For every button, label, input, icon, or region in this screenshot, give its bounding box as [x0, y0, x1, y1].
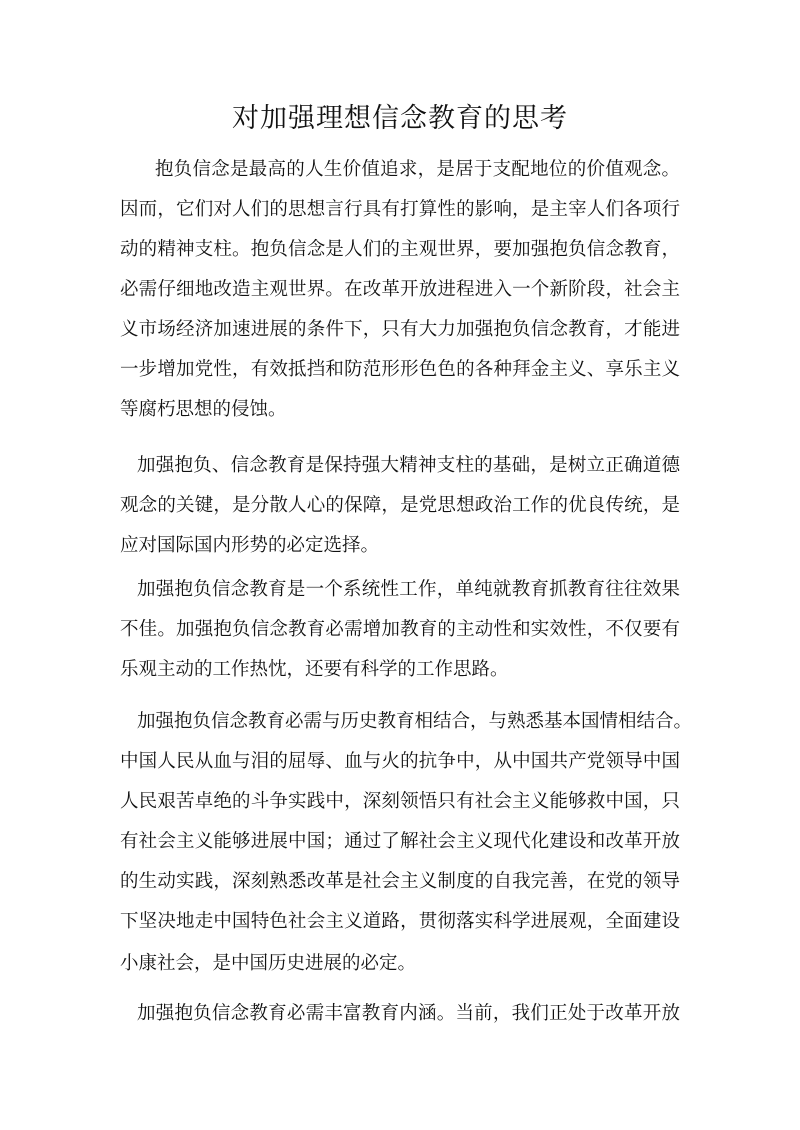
paragraph-2-line-3: 应对国际国内形势的必定选择。 — [120, 535, 380, 556]
paragraph-1-line-4: 必需仔细地改造主观世界。在改革开放进程进入一个新阶段，社会主 — [120, 279, 680, 300]
paragraph-2-line-1: 加强抱负、信念教育是保持强大精神支柱的基础，是树立正确道德 — [137, 455, 680, 476]
paragraph-1-line-2: 因而，它们对人们的思想言行具有打算性的影响，是主宰人们各项行 — [120, 199, 680, 220]
paragraph-4-line-2: 中国人民从血与泪的屈辱、血与火的抗争中，从中国共产党领导中国 — [120, 751, 680, 772]
paragraph-1-line-6: 一步增加党性，有效抵挡和防范形形色色的各种拜金主义、享乐主义 — [120, 359, 680, 380]
paragraph-3-line-3: 乐观主动的工作热忱，还要有科学的工作思路。 — [120, 659, 509, 680]
paragraph-4-line-4: 有社会主义能够进展中国；通过了解社会主义现代化建设和改革开放 — [120, 831, 680, 852]
paragraph-4-line-6: 下坚决地走中国特色社会主义道路，贯彻落实科学进展观，全面建设 — [120, 911, 680, 932]
document-title: 对加强理想信念教育的思考 — [232, 103, 568, 134]
paragraph-1-line-3: 动的精神支柱。抱负信念是人们的主观世界，要加强抱负信念教育， — [120, 239, 680, 260]
paragraph-4-line-1: 加强抱负信念教育必需与历史教育相结合，与熟悉基本国情相结合。 — [137, 711, 693, 732]
paragraph-5-line-1: 加强抱负信念教育必需丰富教育内涵。当前，我们正处于改革开放 — [137, 1003, 680, 1024]
paragraph-3-line-2: 不佳。加强抱负信念教育必需增加教育的主动性和实效性，不仅要有 — [120, 619, 680, 640]
paragraph-4-line-5: 的生动实践，深刻熟悉改革是社会主义制度的自我完善，在党的领导 — [120, 871, 680, 892]
paragraph-1-line-7: 等腐朽思想的侵蚀。 — [120, 399, 287, 420]
paragraph-4-line-3: 人民艰苦卓绝的斗争实践中，深刻领悟只有社会主义能够救中国，只 — [120, 791, 680, 812]
paragraph-2-line-2: 观念的关键，是分散人心的保障，是党思想政治工作的优良传统，是 — [120, 495, 680, 516]
paragraph-4-line-7: 小康社会，是中国历史进展的必定。 — [120, 953, 417, 974]
paragraph-1-line-5: 义市场经济加速进展的条件下，只有大力加强抱负信念教育，才能进 — [120, 319, 680, 340]
paragraph-1-line-1: 抱负信念是最高的人生价值追求，是居于支配地位的价值观念。 — [155, 159, 680, 180]
paragraph-3-line-1: 加强抱负信念教育是一个系统性工作，单纯就教育抓教育往往效果 — [137, 579, 680, 600]
